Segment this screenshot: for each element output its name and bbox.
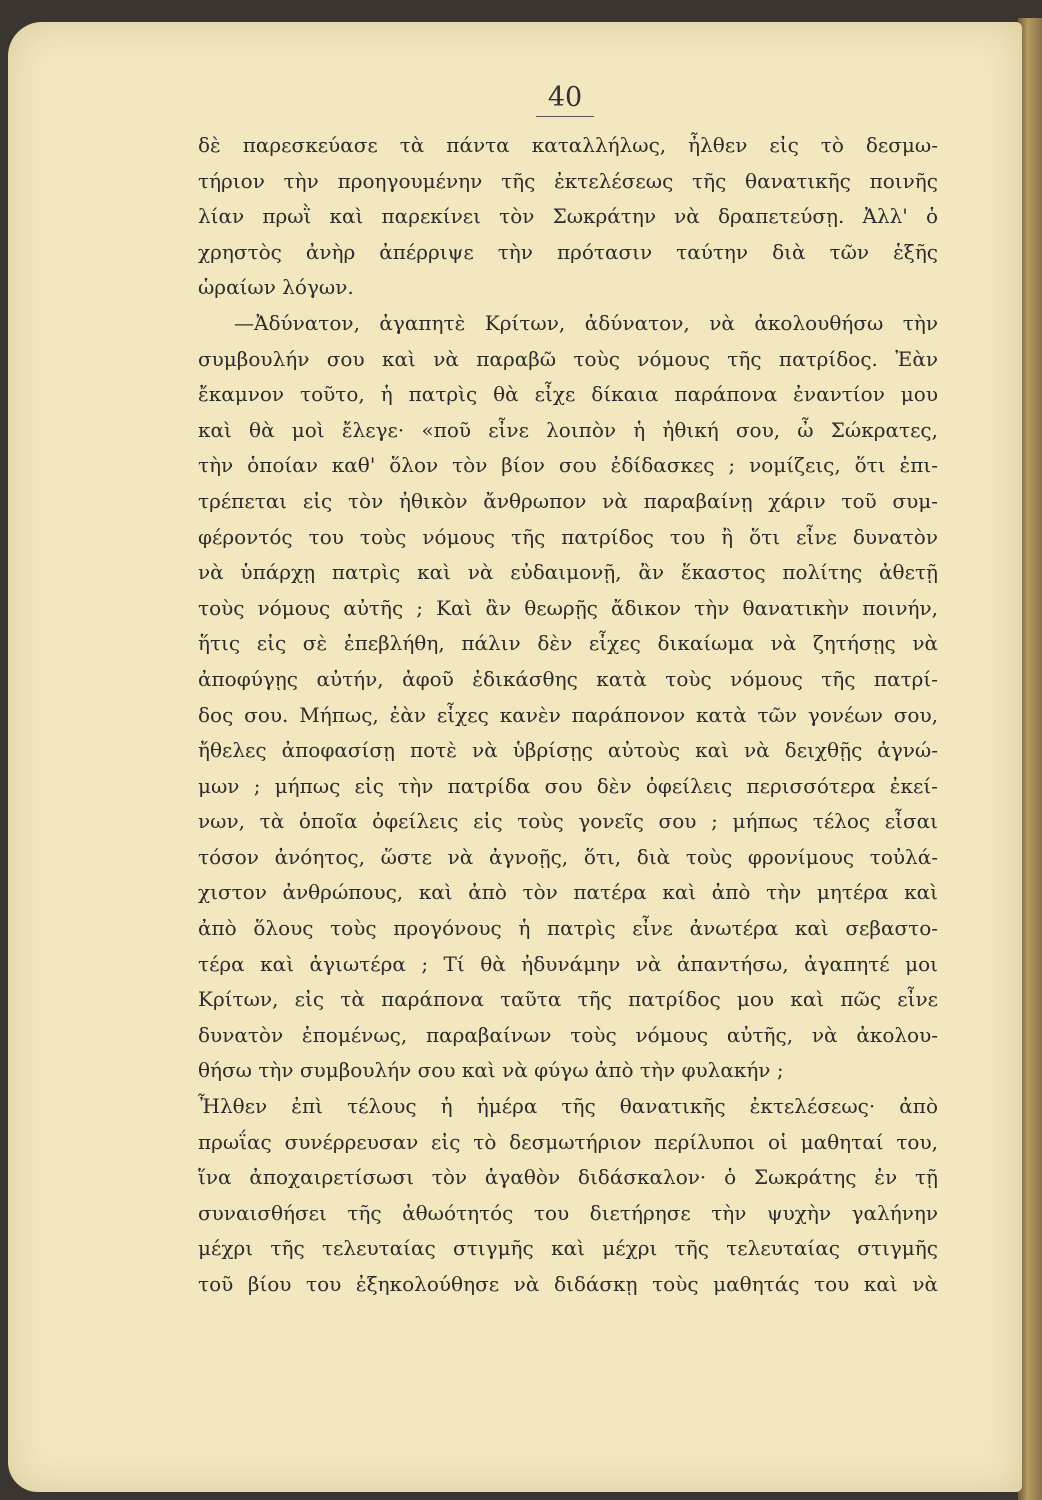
- text-line: χιστον ἀνθρώπους, καὶ ἀπὸ τὸν πατέρα καὶ ἀπὸ τὴν μητέρα καὶ: [198, 880, 938, 905]
- text-line: συμβουλήν σου καὶ νὰ παραβῶ τοὺς νόμους τῆς πατρίδος. Ἐὰν: [198, 346, 938, 371]
- text-line: τοὺς νόμους αὐτῆς ; Καὶ ἂν θεωρῇς ἄδικον τὴν θανατικὴν ποινήν,: [198, 595, 938, 620]
- text-line: τὴν ὁποίαν καθ' ὅλον τὸν βίον σου ἐδίδασκες ; νομίζεις, ὅτι ἐπι-: [198, 453, 938, 478]
- text-line: ὡραίων λόγων.: [198, 275, 354, 300]
- text-line: πρωΐας συνέρρευσαν εἰς τὸ δεσμωτήριον περίλυποι οἱ μαθηταί του,: [198, 1129, 938, 1154]
- text-line: καὶ θὰ μοὶ ἔλεγε· «ποῦ εἶνε λοιπὸν ἡ ἠθική σου, ὦ Σώκρατες,: [198, 417, 938, 442]
- text-line: νων, τὰ ὁποῖα ὀφείλεις εἰς τοὺς γονεῖς σου ; μήπως τέλος εἶσαι: [198, 809, 938, 834]
- text-line: ἀποφύγῃς αὐτήν, ἀφοῦ ἐδικάσθης κατὰ τοὺς νόμους τῆς πατρί-: [198, 666, 938, 691]
- text-line: νὰ ὑπάρχῃ πατρὶς καὶ νὰ εὐδαιμονῇ, ἂν ἕκαστος πολίτης ἀθετῇ: [198, 560, 938, 585]
- text-line: τέρα καὶ ἁγιωτέρα ; Τί θὰ ἠδυνάμην νὰ ἀπαντήσω, ἀγαπητέ μοι: [198, 951, 938, 976]
- text-line: δὲ παρεσκεύασε τὰ πάντα καταλλήλως, ἦλθεν εἰς τὸ δεσμω-: [198, 133, 938, 157]
- text-line: τήριον τὴν προηγουμένην τῆς ἐκτελέσεως τῆς θανατικῆς ποινῆς: [198, 168, 938, 193]
- text-line: ἔκαμνον τοῦτο, ἡ πατρὶς θὰ εἶχε δίκαια παράπονα ἐναντίον μου: [198, 382, 938, 407]
- page-number: 40: [547, 82, 583, 113]
- page-header: [532, 84, 598, 117]
- text-line: τόσον ἀνόητος, ὥστε νὰ ἀγνοῇς, ὅτι, διὰ τοὺς φρονίμους τοὐλά-: [198, 844, 938, 869]
- text-line: φέροντός του τοὺς νόμους τῆς πατρίδος του ἢ ὅτι εἶνε δυνατὸν: [198, 524, 938, 549]
- text-line: ἀπὸ ὅλους τοὺς προγόνους ἡ πατρὶς εἶνε ἀνωτέρα καὶ σεβαστο-: [198, 916, 938, 941]
- page-number-rule: [536, 116, 594, 117]
- text-line: μων ; μήπως εἰς τὴν πατρίδα σου δὲν ὀφείλεις περισσότερα ἐκεί-: [198, 773, 938, 798]
- text-line: θήσω τὴν συμβουλήν σου καὶ νὰ φύγω ἀπὸ τὴν φυλακήν ;: [198, 1058, 784, 1083]
- text-line: λίαν πρωῒ καὶ παρεκίνει τὸν Σωκράτην νὰ δραπετεύσῃ. Ἀλλ' ὁ: [198, 204, 938, 229]
- text-line: μέχρι τῆς τελευταίας στιγμῆς καὶ μέχρι τῆς τελευταίας στιγμῆς: [198, 1236, 938, 1261]
- text-line: δυνατὸν ἐπομένως, παραβαίνων τοὺς νόμους αὐτῆς, νὰ ἀκολου-: [198, 1022, 938, 1047]
- body-text: [198, 128, 938, 1303]
- text-line: —Ἀδύνατον, ἀγαπητὲ Κρίτων, ἀδύνατον, νὰ ἀκολουθήσω τὴν: [234, 310, 938, 335]
- text-line: δος σου. Μήπως, ἐὰν εἶχες κανὲν παράπονον κατὰ τῶν γονέων σου,: [198, 702, 938, 727]
- text-line: ἤθελες ἀποφασίσῃ ποτὲ νὰ ὑβρίσῃς αὐτοὺς καὶ νὰ δειχθῇς ἀγνώ-: [198, 738, 938, 763]
- text-line: συναισθήσει τῆς ἀθωότητός του διετήρησε τὴν ψυχὴν γαλήνην: [198, 1200, 938, 1225]
- text-line: τρέπεται εἰς τὸν ἠθικὸν ἄνθρωπον νὰ παραβαίνῃ χάριν τοῦ συμ-: [198, 488, 938, 513]
- text-line: χρηστὸς ἀνὴρ ἀπέρριψε τὴν πρότασιν ταύτην διὰ τῶν ἑξῆς: [198, 239, 938, 264]
- text-line: ἥτις εἰς σὲ ἐπεβλήθη, πάλιν δὲν εἶχες δικαίωμα νὰ ζητήσῃς νὰ: [198, 631, 938, 656]
- text-line: τοῦ βίου του ἐξηκολούθησε νὰ διδάσκῃ τοὺς μαθητάς του καὶ νὰ: [198, 1272, 938, 1296]
- text-line: ἵνα ἀποχαιρετίσωσι τὸν ἀγαθὸν διδάσκαλον· ὁ Σωκράτης ἐν τῇ: [198, 1165, 938, 1190]
- text-line: Κρίτων, εἰς τὰ παράπονα ταῦτα τῆς πατρίδος μου καὶ πῶς εἶνε: [198, 987, 938, 1012]
- text-line: Ἦλθεν ἐπὶ τέλους ἡ ἡμέρα τῆς θανατικῆς ἐκτελέσεως· ἀπὸ: [198, 1094, 938, 1119]
